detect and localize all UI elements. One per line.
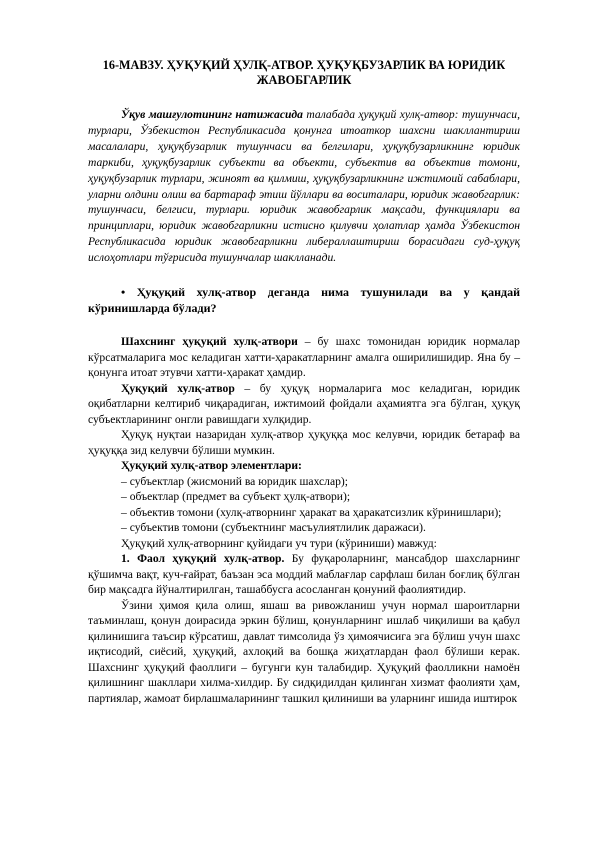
paragraph-6-text: Бу фуқароларнинг, мансабдор шахсларнинг қўшимча вақт, куч-ғайрат, баъзан эса моддий маблағлар сарфлаш билан боғлиқ бўлган бир мақсадга йўналтирилган, ташаббусга асосланган қонуний фаолиятидир.: [88, 552, 520, 597]
elements-heading: [88, 458, 520, 474]
intro-text: талабада ҳуқуқий хулқ-атвор: тушунчаси, турлари, Ўзбекистон Республикасида қонунга итоаткор шахсни шакллантириш масалалари, ҳуқуқбузарлик тушунчаси ва белгилари, ҳуқуқбузарликнинг юридик таркиби, ҳуқуқбузарлик субъекти ва объекти, субъектив ва объектив томони, ҳуқуқбузарлик турлари, жиноят ва қилмиш, ҳуқуқбузарликнинг ижтимоий сабаблари, уларни олдини олиш ва бартараф этиш йўллари ва воситалари, юридик жавобгарлик: тушунчаси, белгиси, турлари. юридик жавобгарлик мақсади, функциялари ва принциплари, юридик жавобгарликни истисно қилувчи ҳолатлар ҳамда Ўзбекистон Республикасида юридик жавобгарликни либераллаштириш борасидаги суд-ҳуқуқ ислоҳотлари тўғрисида тушунчалар шаклланади.: [88, 108, 520, 265]
paragraph-7: Ўзини ҳимоя қила олиш, яшаш ва ривожланиш учун нормал шароитларни таъминлаш, қонун доирасида эркин бўлиш, қонунларнинг ишлаб чиқилиши ва қабул қилинишига таъсир кўрсатиш, давлат тимсолида ўз ҳимоячисига эга бўлиш учун шахс иқтисодий, сиёсий, ҳуқуқий, ахлоқий ва бошқа жиҳатлардан фаол бўлиши керак. Шахснинг ҳуқуқий фаоллиги – бугунги кун талабидир. Ҳуқуқий фаолликни намоён қилишнинг шакллари хилма-хилдир. Бу сидқидилдан қилинган хизмат фаолияти ҳам, партиялар, жамоат бирлашмаларининг ташкил қилиниши ва уларнинг ишида иштирок: [88, 598, 520, 705]
paragraph-1: [88, 334, 520, 381]
elements-heading-text: Ҳуқуқий хулқ-атвор элементлари:: [121, 459, 302, 473]
list-item: – субъектлар (жисмоний ва юридик шахслар);: [121, 474, 348, 488]
intro-paragraph: [88, 107, 520, 266]
paragraph-6-term: 1. Фаол ҳуқуқий хулқ-атвор.: [121, 552, 285, 566]
paragraph-2-text: – бу ҳуқуқ нормаларига мос келадиган, юридик оқибатларни келтириб чиқарадиган, ижтимоий фойдали аҳамиятга эга бўлган, ҳуқуқ субъектларининг онгли равишдаги хулқидир.: [88, 381, 520, 426]
paragraph-2: [88, 381, 520, 428]
page-title: 16-МАВЗУ. ҲУҚУҚИЙ ҲУЛҚ-АТВОР. ҲУҚУҚБУЗАРЛИК ВА ЮРИДИК ЖАВОБГАРЛИК: [102, 58, 506, 87]
list-item: – объектив томони (хулқ-атворнинг ҳаракат ва ҳаракатсизлик кўринишлари);: [121, 505, 502, 519]
section-question: • Ҳуқуқий хулқ-атвор деганда нима тушунилади ва у қандай кўринишларда бўлади?: [88, 285, 520, 316]
list-item: – объектлар (предмет ва субъект ҳулқ-атвори);: [121, 490, 351, 504]
paragraph-5: Ҳуқуқий хулқ-атворнинг қуйидаги уч тури (кўриниши) мавжуд:: [121, 536, 437, 550]
paragraph-1-text: – бу шахс томонидан юридик нормалар кўрсатмаларига мос келадиган хатти-ҳаракатларнинг амалга оширилишидир. Яна бу – қонунга итоат этувчи хатти-ҳаракат ҳамдир.: [88, 335, 520, 380]
paragraph-6: [88, 551, 520, 598]
list-item: – субъектив томони (субъектнинг масъулиятлилик даражаси).: [121, 521, 426, 535]
paragraph-3: Ҳуқуқ нуқтаи назаридан хулқ-атвор ҳуқуққа мос келувчи, юридик бетараф ва ҳуқуққа зид келувчи бўлиши мумкин.: [88, 428, 520, 457]
paragraph-2-term: Ҳуқуқий хулқ-атвор: [121, 381, 235, 395]
paragraph-1-term: Шахснинг ҳуқуқий хулқ-атвори: [121, 335, 298, 349]
intro-lead: Ўқув машғулотининг натижасида: [121, 108, 303, 121]
